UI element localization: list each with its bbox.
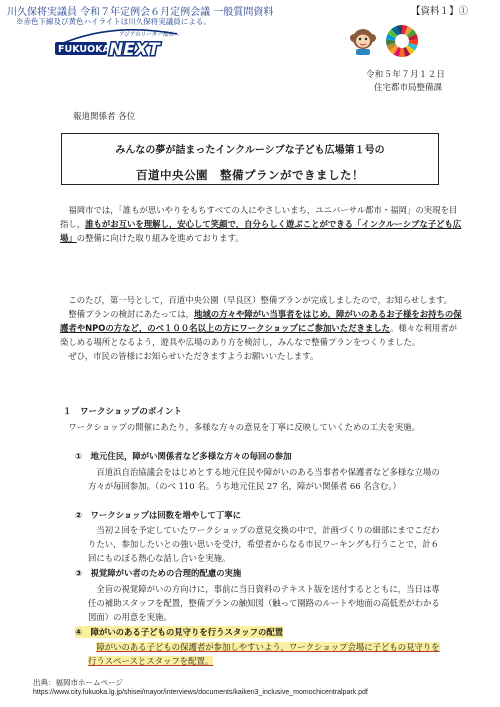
announcement-paragraph	[60, 293, 465, 363]
request-text: ぜひ，市民の皆様にお知らせいただきますようお願いいたします。	[68, 351, 319, 361]
sdgs-wheel-icon	[385, 24, 419, 58]
point-4-body	[88, 640, 446, 668]
point-2-title: ② ワークショップは回数を増やして丁寧に	[75, 510, 242, 520]
intro-underlined-text: 誰もがお互いを理解し，安心して笑顔で，自分らしく遊ぶことができる「インクルーシブな子ども広場」	[60, 219, 462, 243]
release-date: 令和５年７月１２日	[366, 70, 446, 80]
title-line-2: 百道中央公園 整備プランができました！	[136, 168, 364, 182]
section-heading: １ ワークショップのポイント	[63, 407, 182, 417]
source-url-link[interactable]: https://www.city.fukuoka.lg.jp/shisei/mayor/interviews/documents/kaiken3_inclusive_momochicentralpark.pdf	[33, 689, 368, 696]
announcement-text: このたび，第一号として，百道中央公園（早良区）整備プランが完成しましたので，お知らせします。	[68, 295, 453, 305]
header-note: ※赤色下線及び黄色ハイライトは川久保将実議員による。	[16, 17, 211, 26]
point-2-body-text: 当初２回を予定していたワークショップの意見交換の中で，計画づくりの細部にまでこだわりたい，参加したいとの強い思いを受け，希望者からなる市民ワーキングも行うことで，計６回にものぼる熱心な話し合いを実施。	[88, 525, 440, 563]
document-label: 【資料１】①	[411, 6, 469, 17]
title-line-1: みんなの夢が詰まったインクルーシブな子ども広場第１号の	[115, 145, 385, 156]
intro-paragraph	[60, 203, 465, 245]
intro-text-a: 福岡市では，「誰もが思いやりをもちすべての人にやさしいまち，ユニバーサル都市・福岡」の実現を目指し，	[60, 205, 458, 229]
section-intro-text: ワークショップの開催にあたり，多様な方々の意見を丁寧に反映していくための工夫を実施。	[68, 422, 420, 432]
point-3-body-text: 全盲の視覚障がいの方向けに，事前に当日資料のテキスト版を送付するとともに，当日は専任の補助スタッフを配置，整備プランの触知図（触って園路のルートや地面の高低差がわかる図面）の用意を実施。	[88, 584, 440, 622]
point-1-body	[88, 465, 446, 493]
source-label: 出典：福岡市ホームページ	[33, 678, 123, 687]
point-3-title: ③ 視覚障がい者のための合理的配慮の実施	[75, 568, 242, 578]
point-2-body	[88, 523, 446, 565]
workshop-underlined-text: 地域の方々や障がい当事者をはじめ，障がいのあるお子様をお持ちの保護者やNPOの方など，のべ１００名以上の方にワークショップにご参加いただきました	[60, 309, 462, 333]
workshop-text-a: 整備プランの検討にあたっては，	[68, 309, 194, 319]
title-box	[61, 133, 439, 185]
mascot-illustration	[349, 26, 377, 56]
logo-text-next: NEXT	[109, 40, 160, 60]
logo-tagline: アジアのリーダー都市へ	[119, 32, 180, 38]
point-4-title: ④ 障がいのある子どもの見守りを行うスタッフの配置	[75, 627, 284, 637]
workshop-text-d: 。様々な利用者が楽しめる場所となるよう，遊具や広場のあり方を検討し，みんなで整備プランをつくりました。	[60, 323, 457, 347]
point-3-body	[88, 582, 446, 624]
point-1-title: ① 地元住民，障がい関係者など多様な方々の毎回の参加	[75, 451, 292, 461]
logo-text-fukuoka: FUKUOKA	[58, 44, 110, 55]
department-name: 住宅都市局整備課	[374, 83, 443, 93]
point-1-body-text: 百道浜自治協議会をはじめとする地元住民や障がいのある当事者や保護者など多様な立場の方々が毎回参加。（のべ 110 名。うち地元住民 27 名，障がい関係者 66 名含む。）	[88, 467, 440, 491]
section-intro	[60, 420, 465, 434]
header-title: 川久保将実議員 令和７年定例会６月定例会議 一般質問資料	[7, 7, 274, 18]
recipient-line: 報道関係者 各位	[73, 112, 136, 122]
intro-text-c: の整備に向けた取り組みを進めております。	[76, 233, 244, 243]
point-4-body-text: 障がいのある子どもの保護者が参加しやすいよう，ワークショップ会場に子どもの見守りを行うスペースとスタッフを配置。	[88, 642, 440, 666]
fukuoka-next-logo	[53, 24, 183, 62]
